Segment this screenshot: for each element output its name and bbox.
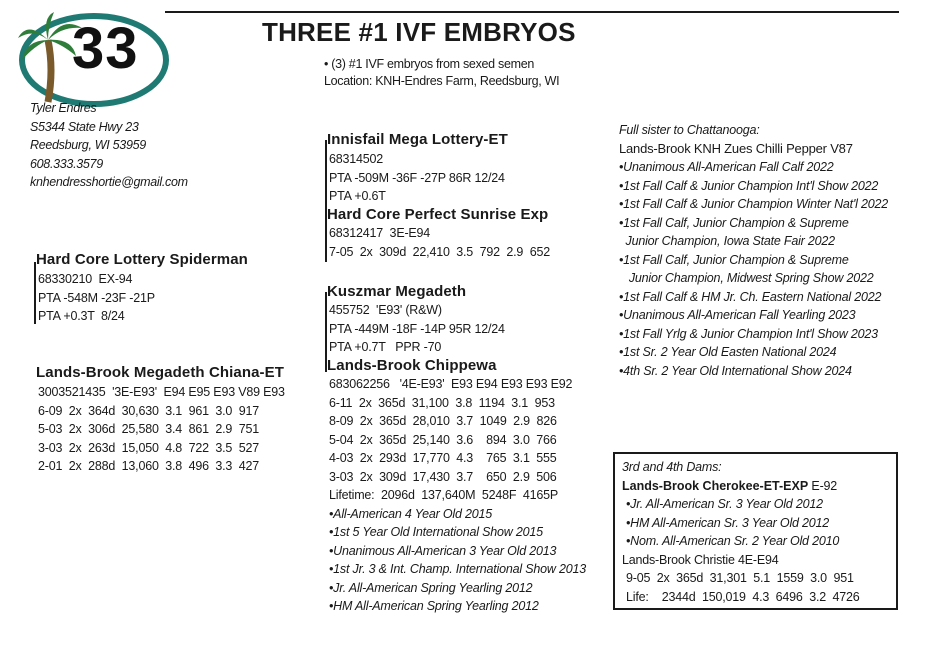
consignor-address: S5344 State Hwy 23 [30, 119, 139, 134]
sister-award: •4th Sr. 2 Year Old International Show 2024 [619, 363, 852, 378]
dd-award: •1st 5 Year Old International Show 2015 [329, 525, 543, 539]
sister-intro: Full sister to Chattanooga: [619, 123, 760, 137]
dd-line: 683062256 '4E-E93' E93 E94 E93 E93 E92 [329, 377, 573, 391]
dd-name: Lands-Brook Chippewa [327, 357, 497, 374]
sister-award: •Unanimous All-American Fall Calf 2022 [619, 160, 834, 174]
ss-name: Innisfail Mega Lottery-ET [327, 131, 508, 148]
third-dam-award: •HM All-American Sr. 3 Year Old 2012 [626, 515, 830, 530]
sister-award: •1st Sr. 2 Year Old Easten National 2024 [619, 345, 837, 359]
sister-award: •1st Fall Calf & Junior Champion Int'l Show 2022 [619, 178, 879, 193]
ds-line: PTA -449M -18F -14P 95R 12/24 [329, 321, 505, 336]
dams-intro: 3rd and 4th Dams: [622, 460, 722, 474]
subtitle-line-1: • (3) #1 IVF embryos from sexed semen [324, 57, 535, 71]
sd-name: Hard Core Perfect Sunrise Exp [327, 206, 549, 223]
dd-award: •HM All-American Spring Yearling 2012 [329, 599, 539, 613]
ds-name: Kuszmar Megadeth [327, 283, 467, 300]
dd-line: 4-03 2x 293d 17,770 4.3 765 3.1 555 [329, 451, 557, 465]
third-dam-name: Lands-Brook Cherokee-ET-EXP [622, 478, 809, 493]
sister-award: •1st Fall Calf, Junior Champion & Supreme [619, 252, 849, 267]
sister-award: Junior Champion, Iowa State Fair 2022 [619, 234, 835, 248]
ds-line: PTA +0.7T PPR -70 [329, 340, 442, 354]
ss-details [329, 150, 505, 206]
dd-line: 8-09 2x 365d 28,010 3.7 1049 2.9 826 [329, 414, 557, 428]
third-dam-heading [622, 477, 860, 496]
ss-line: PTA +0.6T [329, 189, 386, 203]
sister-block [619, 121, 888, 380]
dd-line: 3-03 2x 309d 17,430 3.7 650 2.9 506 [329, 469, 557, 484]
consignor-city: Reedsburg, WI 53959 [30, 138, 146, 152]
ss-bracket [325, 140, 327, 262]
top-rule [165, 11, 899, 13]
dam-details [38, 383, 285, 476]
sister-award: •1st Fall Yrlg & Junior Champion Int'l Show 2023 [619, 326, 878, 341]
consignor-email[interactable]: knhendresshortie@gmail.com [30, 175, 188, 189]
ds-line: 455752 'E93' (R&W) [329, 303, 442, 317]
sire-line: PTA +0.3T 8/24 [38, 309, 125, 323]
third-dam-award: •Jr. All-American Sr. 3 Year Old 2012 [626, 497, 823, 511]
ss-line: 68314502 [329, 152, 384, 166]
sister-award: •1st Fall Calf & Junior Champion Winter Nat'l 2022 [619, 197, 888, 211]
fourth-dam-name: Lands-Brook Christie 4E-E94 [622, 552, 779, 567]
sister-award: •1st Fall Calf, Junior Champion & Supreme [619, 215, 849, 230]
dd-line: 5-04 2x 365d 25,140 3.6 894 3.0 766 [329, 432, 557, 447]
dam-line: 6-09 2x 364d 30,630 3.1 961 3.0 917 [38, 403, 259, 418]
sd-details [329, 224, 550, 261]
ss-line: PTA -509M -36F -27P 86R 12/24 [329, 170, 505, 185]
dam-line: 2-01 2x 288d 13,060 3.8 496 3.3 427 [38, 459, 259, 473]
sister-award: Junior Champion, Midwest Spring Show 2022 [619, 271, 874, 285]
sd-line: 7-05 2x 309d 22,410 3.5 792 2.9 652 [329, 244, 550, 259]
dd-award: •1st Jr. 3 & Int. Champ. International Show 2013 [329, 562, 586, 576]
ds-details [329, 301, 505, 357]
dam-line: 5-03 2x 306d 25,580 3.4 861 2.9 751 [38, 422, 259, 436]
dam-line: 3003521435 '3E-E93' E94 E95 E93 V89 E93 [38, 385, 285, 399]
dd-award: •Jr. All-American Spring Yearling 2012 [329, 580, 533, 595]
sire-bracket [34, 262, 36, 324]
page-title: THREE #1 IVF EMBRYOS [262, 17, 576, 47]
consignor-phone: 608.333.3579 [30, 156, 103, 171]
dams-content [622, 458, 860, 606]
sire-line: PTA -548M -23F -21P [38, 290, 155, 305]
third-dam-score: E-92 [808, 478, 838, 493]
dd-line: 6-11 2x 365d 31,100 3.8 1194 3.1 953 [329, 395, 555, 410]
sire-details [38, 270, 155, 326]
dd-award: •Unanimous All-American 3 Year Old 2013 [329, 543, 557, 558]
consignor-block [30, 99, 188, 192]
dam-name: Lands-Brook Megadeth Chiana-ET [36, 364, 285, 381]
fourth-dam-line: 9-05 2x 365d 31,301 5.1 1559 3.0 951 [626, 571, 854, 585]
subtitle-line-2: Location: KNH-Endres Farm, Reedsburg, WI [324, 74, 560, 88]
dd-lifetime: Lifetime: 2096d 137,640M 5248F 4165P [329, 488, 558, 502]
consignor-name: Tyler Endres [30, 101, 97, 115]
sire-line: 68330210 EX-94 [38, 272, 133, 286]
sister-award: •Unanimous All-American Fall Yearling 2023 [619, 308, 856, 322]
dd-details [329, 375, 586, 616]
dam-line: 3-03 2x 263d 15,050 4.8 722 3.5 527 [38, 440, 259, 455]
lot-number: 33 [72, 16, 139, 81]
third-dam-award: •Nom. All-American Sr. 2 Year Old 2010 [626, 534, 840, 548]
sister-award: •1st Fall Calf & HM Jr. Ch. Eastern National 2022 [619, 289, 882, 304]
sister-name: Lands-Brook KNH Zues Chilli Pepper V87 [619, 140, 853, 156]
sire-name: Hard Core Lottery Spiderman [36, 251, 248, 268]
dd-award: •All-American 4 Year Old 2015 [329, 506, 493, 521]
fourth-dam-line: Life: 2344d 150,019 4.3 6496 3.2 4726 [626, 589, 860, 604]
sd-line: 68312417 3E-E94 [329, 226, 431, 240]
